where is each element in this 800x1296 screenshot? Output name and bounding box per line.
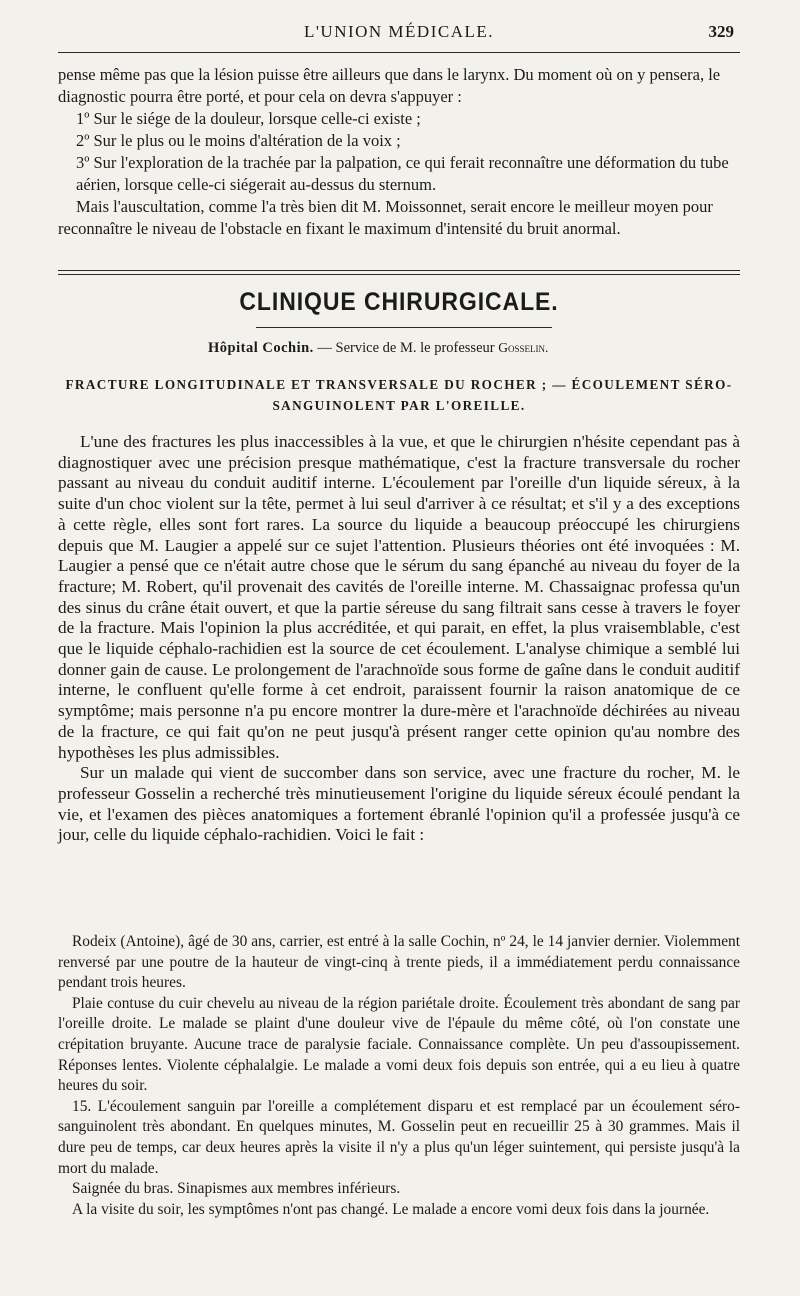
intro-line: pense même pas que la lésion puisse être ailleurs que dans le larynx. Du moment où on y pensera, le diagnostic pourra être porté, et pour cela on devra s'appuyer : <box>58 65 721 106</box>
article-subtitle: FRACTURE LONGITUDINALE ET TRANSVERSALE DU ROCHER ; — ÉCOULEMENT SÉRO-SANGUINOLENT PAR L'OREILLE. <box>65 377 733 413</box>
section-title-rule <box>256 327 552 328</box>
case-report <box>58 932 740 1220</box>
intro-list-item: 3º Sur l'exploration de la trachée par la palpation, ce qui ferait reconnaître une déformation du tube aérien, lorsque celle-ci siégerait au-dessus du sternum. <box>76 153 729 194</box>
body-paragraph: L'une des fractures les plus inaccessibles à la vue, et que le chirurgien n'hésite cependant pas à diagnostiquer avec une précision presque mathématique, c'est la fracture transversale du rocher passant au niveau du conduit auditif interne. L'écoulement par l'oreille d'un liquide séreux, à la suite d'un choc violent sur la tête, permet à lui seul d'arriver à ce résultat; et s'il y a des exceptions à cette règle, elles sont fort rares. La source du liquide a beaucoup préoccupé les chirurgiens depuis que M. Laugier a appelé sur ce sujet l'attention. Plusieurs théories ont été invoquées : M. Laugier a pensé que ce n'était autre chose que le sérum du sang épanché au niveau du foyer de la fracture; M. Robert, qu'il provenait des cavités de l'oreille interne. M. Chassaignac professa qu'un des sinus du crâne était ouvert, et que la partie séreuse du sang filtrait sans cesse à travers le foyer de la fracture. Mais l'opinion la plus accréditée, et qui parait, en effet, la plus vraisemblable, c'est que le liquide céphalo-rachidien est la source de cet écoulement. L'analyse chimique a semblé lui donner gain de cause. Le prolongement de l'arachnoïde sous forme de gaîne dans le conduit auditif interne, le confluent qu'elle forme à cet endroit, paraissent fournir la raison anatomique de ce symptôme; mais personne n'a pu encore montrer la dure-mère et l'arachnoïde déchirées au niveau de la fracture, ce qui fait qu'on ne peut jusqu'à présent ranger cette opinion qu'au nombre des hypothèses les plus admissibles. <box>58 432 740 762</box>
body-paragraph: Sur un malade qui vient de succomber dans son service, avec une fracture du rocher, M. le professeur Gosselin a recherché très minutieusement l'origine du liquide séreux écoulé pendant la vie, et l'examen des pièces anatomiques a fortement ébranlé l'opinion qu'il a professée jusqu'à ce jour, celle du liquide céphalo-rachidien. Voici le fait : <box>58 763 740 845</box>
section-rule-bottom <box>58 274 740 275</box>
case-paragraph: Saignée du bras. Sinapismes aux membres inférieurs. <box>72 1180 401 1198</box>
running-header <box>58 18 740 46</box>
case-paragraph: 15. L'écoulement sanguin par l'oreille a complétement disparu et est remplacé par un écoulement séro-sanguinolent très abondant. En quelques minutes, M. Gosselin peut en recueillir 25 à 30 grammes. Mais il dure peu de temps, car deux heures après la visite il n'y a plus qu'un léger suintement, qui persiste jusqu'à la mort du malade. <box>58 1097 740 1177</box>
intro-text <box>58 64 740 240</box>
case-paragraph: Rodeix (Antoine), âgé de 30 ans, carrier, est entré à la salle Cochin, nº 24, le 14 janvier dernier. Violemment renversé par une poutre de la hauteur de vingt-cinq à trente pieds, il a immédiatement perdu connaissance pendant trois heures. <box>58 933 740 992</box>
case-paragraph: Plaie contuse du cuir chevelu au niveau de la région pariétale droite. Écoulement très abondant de sang par l'oreille droite. Le malade se plaint d'une douleur vive de l'épaule du même côté, où l'on constate une crépitation bruyante. Aucune trace de paralysie faciale. Connaissance complète. Un peu d'assoupissement. Réponses lentes. Violente céphalalgie. Le malade a vomi deux fois depuis son entrée, qui a eu lieu à quatre heures du soir. <box>58 994 740 1095</box>
section-title: CLINIQUE CHIRURGICALE. <box>239 288 559 316</box>
intro-paragraph: Mais l'auscultation, comme l'a très bien dit M. Moissonnet, serait encore le meilleur moyen pour reconnaître le niveau de l'obstacle en fixant le maximum d'intensité du bruit anormal. <box>58 197 713 238</box>
hospital-line <box>208 340 548 357</box>
header-rule <box>58 52 740 53</box>
section-rule-top <box>58 270 740 271</box>
journal-title: L'UNION MÉDICALE. <box>303 22 495 41</box>
page-number: 329 <box>708 22 734 41</box>
intro-list-item: 2º Sur le plus ou le moins d'altération de la voix ; <box>76 131 401 150</box>
article-body <box>58 432 740 846</box>
hospital-name: Hôpital Cochin. <box>208 340 314 356</box>
service-text: — Service de M. le professeur <box>313 340 499 356</box>
case-paragraph: A la visite du soir, les symptômes n'ont pas changé. Le malade a encore vomi deux fois dans la journée. <box>72 1200 710 1218</box>
intro-list-item: 1º Sur le siége de la douleur, lorsque celle-ci existe ; <box>76 109 421 128</box>
professor-name: Gosselin. <box>498 340 549 355</box>
